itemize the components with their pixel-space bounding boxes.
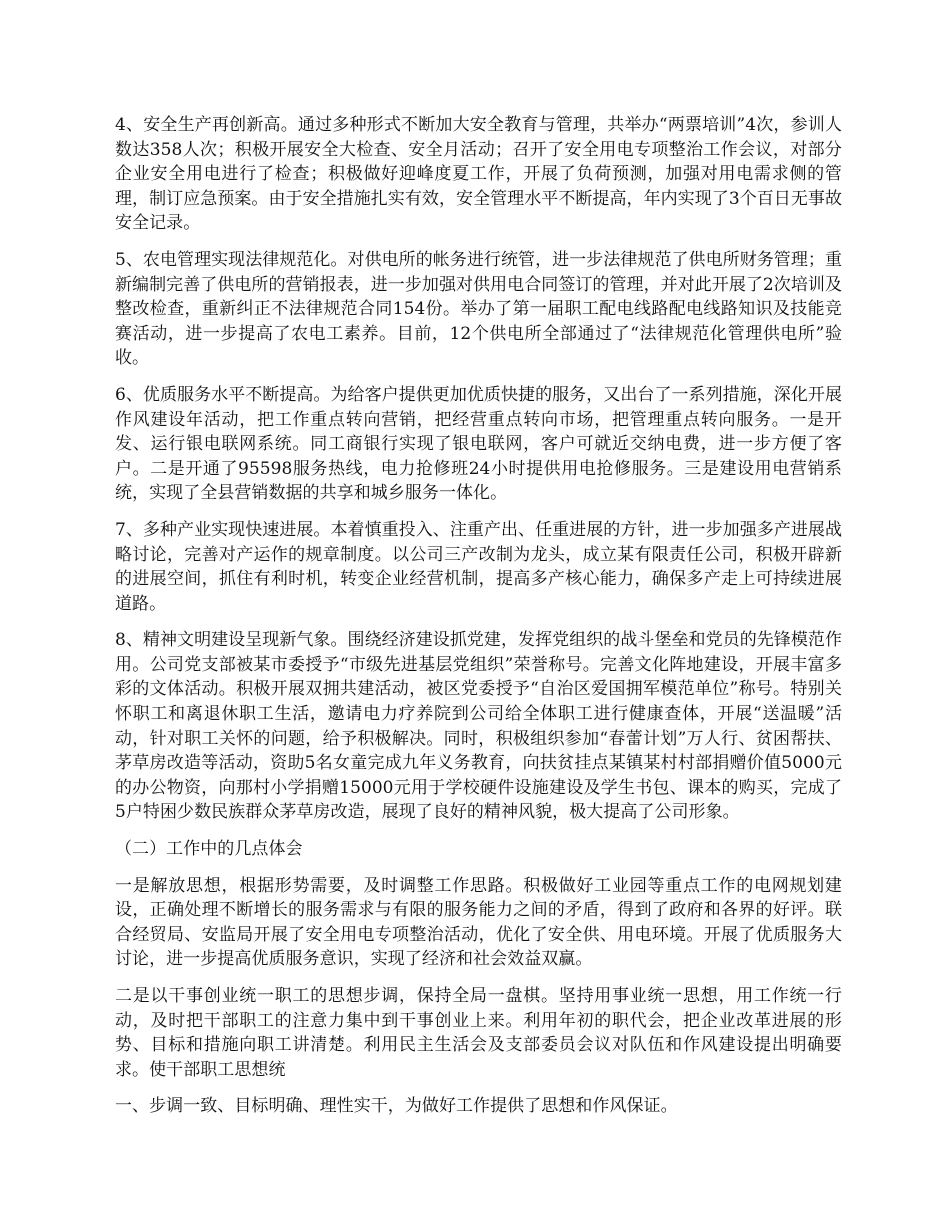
paragraph-emancipate-thinking: 一是解放思想，根据形势需要，及时调整工作思路。积极做好工业园等重点工作的电网规划建设，正确处理不断增长的服务需求与有限的服务能力之间的矛盾，得到了政府和各界的好评。联合经贸局、安监局开展了安全用电专项整治活动，优化了安全供、用电环境。开展了优质服务大讨论，进一步提高优质服务意识，实现了经济和社会效益双赢。 xyxy=(115,875,842,970)
paragraph-quality-service: 6、优质服务水平不断提高。为给客户提供更加优质快捷的服务，又出台了一系列措施，深化开展作风建设年活动，把工作重点转向营销，把经营重点转向市场，把管理重点转向服务。一是开发、运行银电联网系统。同工商银行实现了银电联网，客户可就近交纳电费，进一步方便了客户。二是开通了95598服务热线，电力抢修班24小时提供用电抢修服务。三是建设用电营销系统，实现了全县营销数据的共享和城乡服务一体化。 xyxy=(115,384,842,504)
section-heading-experiences: （二）工作中的几点体会 xyxy=(115,839,303,860)
document-page xyxy=(115,113,842,1131)
paragraph-rural-power-management: 5、农电管理实现法律规范化。对供电所的帐务进行统管，进一步法律规范了供电所财务管理；重新编制完善了供电所的营销报表，进一步加强对供用电合同签订的管理，并对此开展了2次培训及整改检查，重新纠正不法律规范合同154份。举办了第一届职工配电线路配电线路知识及技能竞赛活动，进一步提高了农电工素养。目前，12个供电所全部通过了“法律规范化管理供电所”验收。 xyxy=(115,249,842,369)
paragraph-diversified-industries: 7、多种产业实现快速进展。本着慎重投入、注重产出、任重进展的方针，进一步加强多产进展战略讨论，完善对产运作的规章制度。以公司三产改制为龙头，成立某有限责任公司，积极开辟新的进展空间，抓住有利时机，转变企业经营机制，提高多产核心能力，确保多产走上可持续进展道路。 xyxy=(115,519,842,614)
paragraph-unified-thinking: 二是以干事创业统一职工的思想步调，保持全局一盘棋。坚持用事业统一思想，用工作统一行动，及时把干部职工的注意力集中到干事创业上来。利用年初的职代会，把企业改革进展的形势、目标和措施向职工讲清楚。利用民主生活会及支部委员会议对队伍和作风建设提出明确要求。使干部职工思想统 xyxy=(115,986,842,1080)
paragraph-spiritual-civilization: 8、精神文明建设呈现新气象。围绕经济建设抓党建，发挥党组织的战斗堡垒和党员的先锋模范作用。公司党支部被某市委授予“市级先进基层党组织”荣誉称号。完善文化阵地建设，开展丰富多彩的文体活动。积极开展双拥共建活动，被区党委授予“自治区爱国拥军模范单位”称号。特别关怀职工和离退休职工生活，邀请电力疗养院到公司给全体职工进行健康查体，开展“送温暖”活动，针对职工关怀的问题，给予积极解决。同时，积极组织参加“春蕾计划”万人行、贫困帮扶、茅草房改造等活动，资助5名女童完成九年义务教育，向扶贫挂点某镇某村村部捐赠价值5000元的办公物资，向那村小学捐赠15000元用于学校硬件设施建设及学生书包、课本的购买，完成了5户特困少数民族群众茅草房改造，展现了良好的精神风貌，极大提高了公司形象。 xyxy=(115,630,842,823)
paragraph-pace-consistency: 一、步调一致、目标明确、理性实干，为做好工作提供了思想和作风保证。 xyxy=(115,1096,678,1117)
paragraph-safety-production: 4、安全生产再创新高。通过多种形式不断加大安全教育与管理，共举办“两票培训”4次，参训人数达358人次；积极开展安全大检查、安全月活动；召开了安全用电专项整治工作会议，对部分企业安全用电进行了检查；积极做好迎峰度夏工作，开展了负荷预测，加强对用电需求侧的管理，制订应急预案。由于安全措施扎实有效，安全管理水平不断提高，年内实现了3个百日无事故安全记录。 xyxy=(115,115,842,234)
